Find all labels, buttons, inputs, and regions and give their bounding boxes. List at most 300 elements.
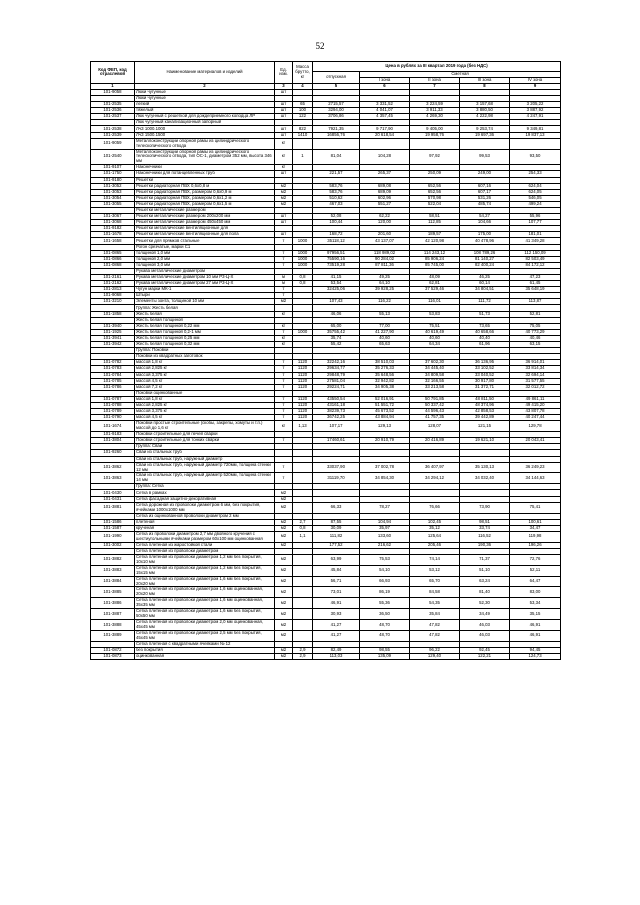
cell-code: 101-0789 bbox=[91, 409, 135, 415]
cell-mass: 1000 bbox=[293, 238, 313, 244]
cell-zone-1-price: 78,27 bbox=[360, 502, 410, 513]
cell-zone-4-price: 94,45 bbox=[510, 647, 561, 653]
cell-zone-2-price: 114 243,12 bbox=[410, 250, 460, 256]
cell-code: 101-3068 bbox=[91, 220, 135, 226]
cell-zone-3-price: 82 400,24 bbox=[460, 262, 510, 268]
cell-unit: м2 bbox=[275, 609, 293, 620]
table-row bbox=[91, 138, 561, 149]
cell-zone-4-price: 52,81 bbox=[510, 311, 561, 317]
cell-code: 101-3888 bbox=[91, 620, 135, 631]
cell-wholesale-price: 81,04 bbox=[313, 149, 360, 165]
cell-code: 101-1658 bbox=[91, 238, 135, 244]
cell-zone-1-price: 4 357,45 bbox=[360, 114, 410, 120]
cell-unit: м2 bbox=[275, 490, 293, 496]
cell-zone-4-price: 83,00 bbox=[510, 587, 561, 598]
cell-name: Поковки строительные для печей сварки bbox=[135, 432, 275, 438]
cell-zone-3-price: 98,51 bbox=[460, 519, 510, 525]
cell-zone-2-price: 50 791,85 bbox=[410, 396, 460, 402]
cell-code: 101-0783 bbox=[91, 366, 135, 372]
cell-code: 101-3881 bbox=[91, 502, 135, 513]
cell-zone-4-price: 46,91 bbox=[510, 630, 561, 641]
cell-zone-2-price: 205,46 bbox=[410, 542, 460, 548]
cell-zone-2-price: 3 911,33 bbox=[410, 108, 460, 114]
cell-code: 101-2161 bbox=[91, 275, 135, 281]
cell-mass: 2,7 bbox=[293, 519, 313, 525]
cell-zone-1-price: 45 673,52 bbox=[360, 409, 410, 415]
cell-zone-3-price: 48 374,96 bbox=[460, 402, 510, 408]
cell-zone-3-price: 3 157,68 bbox=[460, 102, 510, 108]
cell-zone-4-price: 35,15 bbox=[510, 609, 561, 620]
cell-zone-4-price: 53,34 bbox=[510, 598, 561, 609]
cell-name: Наконечники для потанцевленных труб bbox=[135, 171, 275, 177]
cell-zone-1-price: 90 284,02 bbox=[360, 256, 410, 262]
cell-unit: т bbox=[275, 372, 293, 378]
cell-zone-2-price: 652,56 bbox=[410, 189, 460, 195]
cell-wholesale-price: 3294,00 bbox=[313, 108, 360, 114]
cell-wholesale-price: 29224,71 bbox=[313, 384, 360, 390]
cell-wholesale-price: 73,01 bbox=[313, 587, 360, 598]
cell-unit: кг bbox=[275, 323, 293, 329]
cell-zone-1-price: 43 884,94 bbox=[360, 415, 410, 421]
cell-wholesale-price: 16856,76 bbox=[313, 132, 360, 138]
cell-unit: т bbox=[275, 415, 293, 421]
cell-name: Жесть белая толщиной 0,32 мм bbox=[135, 342, 275, 348]
cell-code: 101-3942 bbox=[91, 342, 135, 348]
cell-wholesale-price: 52,08 bbox=[313, 214, 360, 220]
cell-zone-4-price: 112 150,09 bbox=[510, 250, 561, 256]
cell-zone-3-price: 81 140,27 bbox=[460, 256, 510, 262]
cell-code: 101-9180 bbox=[91, 177, 135, 183]
table-row bbox=[91, 531, 561, 542]
cell-unit: м bbox=[275, 281, 293, 287]
cell-code: 101-0790 bbox=[91, 415, 135, 421]
cell-zone-3-price: 42 858,53 bbox=[460, 409, 510, 415]
cell-name: Сетка плетеная из жаростойкой стали bbox=[135, 542, 275, 548]
cell-zone-3-price: 34 804,51 bbox=[460, 287, 510, 293]
cell-zone-2-price: 75,51 bbox=[410, 323, 460, 329]
cell-name: Поковки строительные для тонких сварки bbox=[135, 438, 275, 444]
table-row bbox=[91, 473, 561, 484]
cell-zone-3-price: 54,27 bbox=[460, 214, 510, 220]
cell-code: 101-1678 bbox=[91, 232, 135, 238]
cell-zone-1-price: 104,94 bbox=[360, 519, 410, 525]
cell-zone-1-price: 51 551,72 bbox=[360, 402, 410, 408]
cell-zone-4-price: 32 694,14 bbox=[510, 372, 561, 378]
cell-zone-4-price: 624,05 bbox=[510, 189, 561, 195]
cell-unit: м2 bbox=[275, 189, 293, 195]
cell-zone-1-price: 41 227,90 bbox=[360, 329, 410, 335]
cell-zone-4-price: 113,87 bbox=[510, 299, 561, 305]
table-row bbox=[91, 654, 561, 660]
cell-mass: 1120 bbox=[293, 384, 313, 390]
cell-wholesale-price: 38239,73 bbox=[313, 409, 360, 415]
cell-name: ЛчЗ 1500.1500 bbox=[135, 132, 275, 138]
header-price-group: Цена в рублях за III квартал 2019 года (без НДС) bbox=[313, 62, 561, 72]
cell-name: Жесть белая толщиной bbox=[135, 317, 275, 323]
cell-zone-3-price: 485,74 bbox=[460, 201, 510, 207]
cell-zone-3-price: 116,52 bbox=[460, 531, 510, 542]
cell-zone-2-price: 42 120,98 bbox=[410, 238, 460, 244]
cell-mass bbox=[293, 576, 313, 587]
cell-wholesale-price: 27581,04 bbox=[313, 378, 360, 384]
cell-zone-3-price: 104,66 bbox=[460, 220, 510, 226]
cell-code: 101-0866 bbox=[91, 256, 135, 262]
cell-mass: 1000 bbox=[293, 256, 313, 262]
cell-name: Люк чугунный с решеткой для дождеприемного колодца ЛР bbox=[135, 114, 275, 120]
cell-unit: т bbox=[275, 378, 293, 384]
cell-name: Решетки для прямков стальные bbox=[135, 238, 275, 244]
cell-zone-1-price: 20 618,54 bbox=[360, 132, 410, 138]
table-body bbox=[91, 89, 561, 659]
cell-unit: м2 bbox=[275, 554, 293, 565]
cell-wholesale-price: 65,00 bbox=[313, 323, 360, 329]
cell-zone-4-price: 34 144,63 bbox=[510, 473, 561, 484]
cell-zone-2-price: 53,12 bbox=[410, 565, 460, 576]
cell-name: Сваи из стальных труб, наружный диаметр 720мм, толщина стенки 12 мм bbox=[135, 462, 275, 473]
cell-zone-1-price: 40,60 bbox=[360, 335, 410, 341]
cell-unit: т bbox=[275, 402, 293, 408]
cell-zone-1-price: 265,37 bbox=[360, 171, 410, 177]
cell-wholesale-price: 46,91 bbox=[313, 598, 360, 609]
table-row bbox=[91, 620, 561, 631]
cell-mass: 100 bbox=[293, 108, 313, 114]
cell-code: 101-3210 bbox=[91, 299, 135, 305]
cell-zone-4-price: 4 247,91 bbox=[510, 114, 561, 120]
cell-mass: 122 bbox=[293, 114, 313, 120]
cell-zone-2-price: 116,01 bbox=[410, 299, 460, 305]
cell-wholesale-price: 46,06 bbox=[313, 311, 360, 317]
cell-zone-3-price: 31 372,71 bbox=[460, 384, 510, 390]
cell-zone-4-price: 55,96 bbox=[510, 214, 561, 220]
cell-zone-3-price: 190,36 bbox=[460, 542, 510, 548]
cell-code: 101-3055 bbox=[91, 201, 135, 207]
cell-unit: кг bbox=[275, 342, 293, 348]
cell-code: 101-9260 bbox=[91, 450, 135, 456]
cell-zone-4-price: 9 349,81 bbox=[510, 126, 561, 132]
table-row bbox=[91, 587, 561, 598]
cell-wholesale-price bbox=[313, 138, 360, 149]
cell-unit: м2 bbox=[275, 576, 293, 587]
cell-zone-2-price: 19 958,76 bbox=[410, 132, 460, 138]
cell-wholesale-price: 177,52 bbox=[313, 542, 360, 548]
cell-unit: м2 bbox=[275, 654, 293, 660]
cell-wholesale-price: 55,42 bbox=[313, 342, 360, 348]
cell-code: 101-9059 bbox=[91, 138, 135, 149]
cell-unit: шт bbox=[275, 171, 293, 177]
cell-unit: м2 bbox=[275, 647, 293, 653]
cell-wholesale-price: 56,71 bbox=[313, 576, 360, 587]
cell-name: Решетки радиаторная ПВХ, размером 0,6х0,9 м bbox=[135, 189, 275, 195]
table-row bbox=[91, 609, 561, 620]
cell-zone-3-price: 121,15 bbox=[460, 421, 510, 432]
cell-zone-1-price: 86,19 bbox=[360, 587, 410, 598]
cell-unit: т bbox=[275, 462, 293, 473]
cell-name: оцинкованная bbox=[135, 654, 275, 660]
cell-zone-1-price: 66,93 bbox=[360, 576, 410, 587]
cell-zone-2-price: 53,83 bbox=[410, 311, 460, 317]
cell-zone-4-price: 254,33 bbox=[510, 171, 561, 177]
cell-code: 101-2813 bbox=[91, 287, 135, 293]
cell-mass: 1120 bbox=[293, 402, 313, 408]
cell-zone-2-price: 4 269,30 bbox=[410, 114, 460, 120]
cell-zone-3-price: 39 442,89 bbox=[460, 415, 510, 421]
cell-zone-1-price: 38 510,03 bbox=[360, 360, 410, 366]
cell-wholesale-price: 467,03 bbox=[313, 201, 360, 207]
cell-name: Решетки bbox=[135, 177, 275, 183]
cell-zone-2-price: 40,60 bbox=[410, 335, 460, 341]
cell-wholesale-price: 53,54 bbox=[313, 281, 360, 287]
price-table bbox=[90, 61, 561, 660]
cell-name: Чугун марки МК-1 bbox=[135, 287, 275, 293]
cell-unit: т bbox=[275, 329, 293, 335]
cell-zone-2-price: 34 294,12 bbox=[410, 473, 460, 484]
cell-zone-4-price: 100,61 bbox=[510, 519, 561, 525]
cell-unit: кг bbox=[275, 149, 293, 165]
cell-zone-4-price: 46,91 bbox=[510, 620, 561, 631]
cell-wholesale-price: 43161,18 bbox=[313, 402, 360, 408]
cell-code: 101-1674 bbox=[91, 421, 135, 432]
cell-name: Группа: Поковки bbox=[135, 348, 275, 354]
table-row bbox=[91, 462, 561, 473]
cell-zone-1-price: 20 910,79 bbox=[360, 438, 410, 444]
cell-name: Сетка из проволоки диаметром 2,7 мм двойного кручения с шестиугольными ячейками размером 60х100 мм оцинкованная bbox=[135, 531, 275, 542]
cell-name: массой 1,8 кг bbox=[135, 396, 275, 402]
cell-name: Группа: Сетка bbox=[135, 484, 275, 490]
cell-zone-3-price: 52,30 bbox=[460, 598, 510, 609]
column-number-cell: 4 bbox=[293, 83, 313, 89]
cell-zone-3-price: 175,00 bbox=[460, 232, 510, 238]
header-zone-2: II зона bbox=[410, 77, 460, 83]
cell-zone-4-price: 107,77 bbox=[510, 220, 561, 226]
cell-code: 101-1586 bbox=[91, 519, 135, 525]
cell-zone-4-price: 49 861,11 bbox=[510, 396, 561, 402]
cell-zone-3-price: 40 658,66 bbox=[460, 329, 510, 335]
cell-unit: т bbox=[275, 384, 293, 390]
cell-wholesale-price: 30,09 bbox=[313, 525, 360, 531]
cell-name: Сетка плетеная из проволоки диаметром 2,5 мм без покрытия, 45х45 мм bbox=[135, 630, 275, 641]
cell-wholesale-price: 45,84 bbox=[313, 565, 360, 576]
cell-mass: 822 bbox=[293, 126, 313, 132]
cell-zone-2-price: 74,14 bbox=[410, 554, 460, 565]
cell-zone-4-price: 75,05 bbox=[510, 323, 561, 329]
cell-wholesale-price: 32425,06 bbox=[313, 287, 360, 293]
cell-name: Сваи из стальных труб bbox=[135, 450, 275, 456]
cell-wholesale-price: 32242,16 bbox=[313, 360, 360, 366]
cell-zone-3-price: 19 697,36 bbox=[460, 132, 510, 138]
cell-zone-2-price: 37 602,30 bbox=[410, 360, 460, 366]
cell-name: Группа: Жесть белая bbox=[135, 305, 275, 311]
cell-zone-1-price: 216,62 bbox=[360, 542, 410, 548]
cell-code: 101-1990 bbox=[91, 531, 135, 542]
cell-code: 101-0868 bbox=[91, 262, 135, 268]
cell-unit: т bbox=[275, 250, 293, 256]
cell-name: Сетка плетеная с квадратными ячейками № 12 bbox=[135, 641, 275, 647]
cell-zone-3-price bbox=[460, 138, 510, 149]
cell-unit: т bbox=[275, 262, 293, 268]
cell-zone-3-price: 34,49 bbox=[460, 609, 510, 620]
cell-zone-1-price: 689,08 bbox=[360, 183, 410, 189]
cell-zone-2-price: 250,09 bbox=[410, 171, 460, 177]
cell-zone-2-price: 41 757,35 bbox=[410, 415, 460, 421]
cell-zone-4-price: 20 043,41 bbox=[510, 438, 561, 444]
cell-name: тяжелый bbox=[135, 108, 275, 114]
cell-code: 101-0785 bbox=[91, 378, 135, 384]
cell-name: массой 3,375 кг bbox=[135, 409, 275, 415]
cell-unit: шт bbox=[275, 102, 293, 108]
cell-zone-4-price: 64,47 bbox=[510, 576, 561, 587]
cell-zone-2-price bbox=[410, 138, 460, 149]
cell-zone-1-price: 37 002,78 bbox=[360, 462, 410, 473]
cell-zone-2-price: 40 619,49 bbox=[410, 329, 460, 335]
cell-zone-1-price: 118 989,02 bbox=[360, 250, 410, 256]
cell-zone-4-price: 181,01 bbox=[510, 232, 561, 238]
cell-name: Поковки из квадратных заготовок bbox=[135, 354, 275, 360]
column-number-cell: 3 bbox=[275, 83, 293, 89]
cell-mass bbox=[293, 620, 313, 631]
cell-zone-4-price bbox=[510, 138, 561, 149]
cell-wholesale-price: 583,76 bbox=[313, 183, 360, 189]
cell-name: Сетка плетеная из проволоки диаметром 1,6 мм оцинкованная, 20х20 мм bbox=[135, 587, 275, 598]
cell-mass: 1120 bbox=[293, 372, 313, 378]
cell-name: Решетки металлические размером bbox=[135, 207, 275, 213]
cell-name: Группа: Сваи bbox=[135, 444, 275, 450]
cell-zone-1-price: 602,96 bbox=[360, 195, 410, 201]
cell-zone-4-price: 41 349,28 bbox=[510, 238, 561, 244]
cell-zone-2-price: 32 166,55 bbox=[410, 378, 460, 384]
cell-unit: м2 bbox=[275, 525, 293, 531]
cell-code: 101-0431 bbox=[91, 496, 135, 502]
cell-zone-3-price: 92,45 bbox=[460, 647, 510, 653]
cell-code: 101-3941 bbox=[91, 335, 135, 341]
cell-mass: 1120 bbox=[293, 360, 313, 366]
cell-wholesale-price: 100,44 bbox=[313, 220, 360, 226]
cell-mass bbox=[293, 565, 313, 576]
cell-code: 101-3002 bbox=[91, 542, 135, 548]
cell-wholesale-price: 510,62 bbox=[313, 195, 360, 201]
cell-code: 101-2537 bbox=[91, 114, 135, 120]
cell-mass: 1120 bbox=[293, 378, 313, 384]
cell-zone-3-price: 33 040,52 bbox=[460, 372, 510, 378]
cell-mass: 1000 bbox=[293, 262, 313, 268]
cell-wholesale-price: 107,43 bbox=[313, 299, 360, 305]
cell-zone-2-price: 652,56 bbox=[410, 183, 460, 189]
cell-mass: 2,9 bbox=[293, 647, 313, 653]
cell-wholesale-price: 3706,86 bbox=[313, 114, 360, 120]
cell-unit: т bbox=[275, 396, 293, 402]
cell-zone-1-price: 75,53 bbox=[360, 554, 410, 565]
cell-zone-4-price: 63,15 bbox=[510, 342, 561, 348]
cell-name: без покрытия bbox=[135, 647, 275, 653]
cell-code: 101-3053 bbox=[91, 189, 135, 195]
cell-name: Люки чугунные bbox=[135, 95, 275, 101]
cell-zone-1-price bbox=[360, 138, 410, 149]
cell-zone-1-price: 35 648,56 bbox=[360, 372, 410, 378]
cell-unit: кг bbox=[275, 335, 293, 341]
cell-mass: 1410 bbox=[293, 132, 313, 138]
cell-zone-4-price: 93,50 bbox=[510, 149, 561, 165]
cell-zone-4-price: 43 807,78 bbox=[510, 409, 561, 415]
cell-zone-2-price: 85 906,24 bbox=[410, 256, 460, 262]
cell-zone-2-price: 50 337,42 bbox=[410, 402, 460, 408]
cell-zone-2-price: 84,58 bbox=[410, 587, 460, 598]
cell-name: Наконечники bbox=[135, 165, 275, 171]
cell-unit: кг bbox=[275, 165, 293, 171]
cell-name: Металлоконструкции опорной рамы из цилиндрического телескопического отвода bbox=[135, 138, 275, 149]
cell-zone-1-price: 133,60 bbox=[360, 531, 410, 542]
cell-zone-4-price: 49 415,20 bbox=[510, 402, 561, 408]
cell-zone-1-price: 34 854,30 bbox=[360, 473, 410, 484]
column-number-cell: 7 bbox=[410, 83, 460, 89]
cell-zone-4-price: 546,05 bbox=[510, 195, 561, 201]
cell-unit: м2 bbox=[275, 195, 293, 201]
cell-name: Металлоконструкции опорной рамы из цилиндрического телескопического отвода, тип ОС-1, диаметром 352 мм, высота 346 мм bbox=[135, 149, 275, 165]
cell-zone-1-price: 48,70 bbox=[360, 630, 410, 641]
cell-unit: кг bbox=[275, 311, 293, 317]
cell-name: Решетки радиаторная ПВХ 0,6х0,8 м bbox=[135, 183, 275, 189]
table-row bbox=[91, 421, 561, 432]
cell-zone-1-price: 32 942,82 bbox=[360, 378, 410, 384]
cell-name: Сетка дорожная из проволоки диаметром 6 мм, без покрытия, ячейками 1000х1000 мм bbox=[135, 502, 275, 513]
cell-code: 101-9068 bbox=[91, 293, 135, 299]
cell-zone-2-price: 112,85 bbox=[410, 220, 460, 226]
cell-unit: м2 bbox=[275, 496, 293, 502]
cell-name: толщиной 3,0 мм bbox=[135, 262, 275, 268]
cell-zone-4-price: 36 914,01 bbox=[510, 360, 561, 366]
cell-name: Поковки оцинкованные bbox=[135, 390, 275, 396]
cell-name: Сваи из стальных труб, наружный диаметр bbox=[135, 456, 275, 462]
cell-code: 101-3863 bbox=[91, 473, 135, 484]
cell-zone-4-price: 3 887,92 bbox=[510, 108, 561, 114]
cell-zone-4-price: 32 012,72 bbox=[510, 384, 561, 390]
cell-code: 101-3883 bbox=[91, 565, 135, 576]
cell-unit: м2 bbox=[275, 565, 293, 576]
cell-zone-3-price: 36 136,95 bbox=[460, 360, 510, 366]
cell-zone-1-price: 48,70 bbox=[360, 620, 410, 631]
cell-zone-4-price: 3 205,22 bbox=[510, 102, 561, 108]
cell-zone-3-price: 61,96 bbox=[460, 342, 510, 348]
cell-name: Сетка плетеная из проволоки диаметром 1,6 мм оцинкованная, 35х35 мм bbox=[135, 598, 275, 609]
cell-zone-1-price: 77,00 bbox=[360, 323, 410, 329]
cell-zone-3-price: 40 478,96 bbox=[460, 238, 510, 244]
cell-unit: шт bbox=[275, 220, 293, 226]
cell-zone-4-price: 196,26 bbox=[510, 542, 561, 548]
cell-unit: кг bbox=[275, 421, 293, 432]
cell-mass bbox=[293, 462, 313, 473]
cell-zone-4-price: 36 249,23 bbox=[510, 462, 561, 473]
cell-wholesale-price: 221,57 bbox=[313, 171, 360, 177]
cell-zone-2-price: 35,84 bbox=[410, 609, 460, 620]
cell-zone-4-price: 119,98 bbox=[510, 531, 561, 542]
cell-zone-1-price: 9 717,90 bbox=[360, 126, 410, 132]
cell-wholesale-price: 113,03 bbox=[313, 654, 360, 660]
cell-code: 101-3882 bbox=[91, 554, 135, 565]
cell-code: 101-0784 bbox=[91, 372, 135, 378]
cell-name: Сетка плетеная из проволоки диаметром 1,2 мм без покрытия, 15х15 мм bbox=[135, 565, 275, 576]
cell-wholesale-price: 29848,79 bbox=[313, 372, 360, 378]
column-number-cell: 8 bbox=[460, 83, 510, 89]
cell-wholesale-price: 36742,25 bbox=[313, 415, 360, 421]
cell-zone-2-price: 189,57 bbox=[410, 232, 460, 238]
page-number: 52 bbox=[315, 41, 325, 51]
cell-unit: м2 bbox=[275, 587, 293, 598]
cell-zone-2-price: 125,64 bbox=[410, 531, 460, 542]
cell-zone-2-price: 97,92 bbox=[410, 149, 460, 165]
cell-zone-4-price: 40 773,29 bbox=[510, 329, 561, 335]
cell-zone-4-price: 75,41 bbox=[510, 502, 561, 513]
cell-zone-3-price: 607,17 bbox=[460, 189, 510, 195]
cell-name: Сетка плетеная из проволоки диаметром 2,0 мм оцинкованная, 45х45 мм bbox=[135, 620, 275, 631]
cell-code: 101-3886 bbox=[91, 598, 135, 609]
